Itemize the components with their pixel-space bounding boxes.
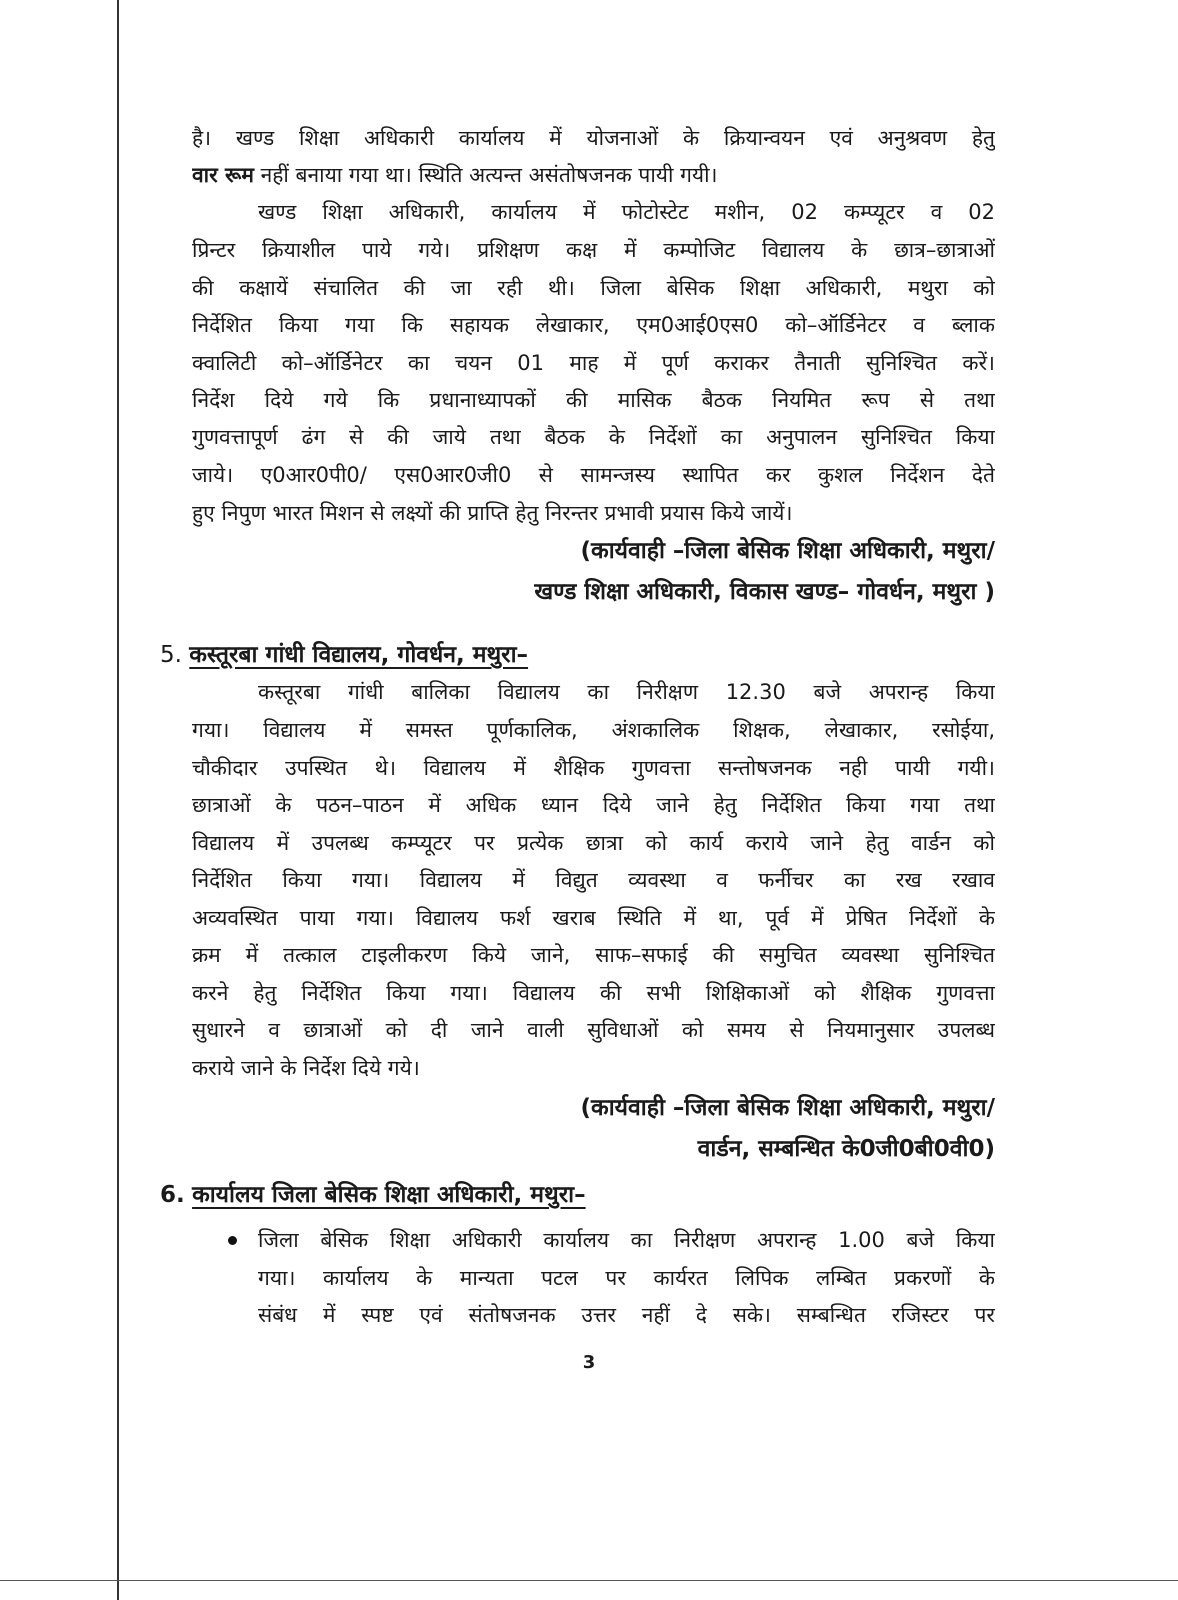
para2-line: जाये। ए0आर0पी0/ एस0आर0जी0 से सामन्जस्य स्थापित कर कुशल निर्देशन देते <box>192 463 995 487</box>
section5-line: करने हेतु निर्देशित किया गया। विद्यालय की सभी शिक्षिकाओं को शैक्षिक गुणवत्ता <box>192 981 995 1005</box>
action1-line: खण्ड शिक्षा अधिकारी, विकास खण्ड– गोवर्धन, मथुरा ) <box>534 579 995 605</box>
section6-bullet-line: जिला बेसिक शिक्षा अधिकारी कार्यालय का निरीक्षण अपरान्ह 1.00 बजे किया <box>258 1228 995 1252</box>
section5-line: चौकीदार उपस्थित थे। विद्यालय में शैक्षिक गुणवत्ता सन्तोषजनक नही पायी गयी। <box>192 756 995 780</box>
section5-number: 5. <box>160 642 182 668</box>
section5-line: विद्यालय में उपलब्ध कम्प्यूटर पर प्रत्येक छात्रा को कार्य कराये जाने हेतु वार्डन को <box>192 831 995 855</box>
bottom-edge-line <box>0 1580 1178 1581</box>
para2-line: क्वालिटी को–ऑर्डिनेटर का चयन 01 माह में पूर्ण कराकर तैनाती सुनिश्चित करें। <box>192 351 995 375</box>
section5-line: अव्यवस्थित पाया गया। विद्यालय फर्श खराब स्थिति में था, पूर्व में प्रेषित निर्देशों के <box>192 906 995 930</box>
bold-phrase: वार रूम <box>192 163 254 187</box>
page-number: 3 <box>582 1352 596 1373</box>
section5-heading <box>160 635 528 675</box>
action2-line: वार्डन, सम्बन्धित के0जी0बी0वी0) <box>697 1136 995 1162</box>
section6-heading <box>160 1175 586 1215</box>
action1-line: (कार्यवाही –जिला बेसिक शिक्षा अधिकारी, मथुरा/ <box>580 538 995 564</box>
para1-line: है। खण्ड शिक्षा अधिकारी कार्यालय में योजनाओं के क्रियान्वयन एवं अनुश्रवण हेतु <box>192 126 995 150</box>
para2-line: खण्ड शिक्षा अधिकारी, कार्यालय में फोटोस्टेट मशीन, 02 कम्प्यूटर व 02 <box>258 200 995 224</box>
section5-title: कस्तूरबा गांधी विद्यालय, गोवर्धन, मथुरा– <box>189 642 529 668</box>
para2-line: निर्देशित किया गया कि सहायक लेखाकार, एम0आई0एस0 को–ऑर्डिनेटर व ब्लाक <box>192 313 995 337</box>
section5-line: छात्राओं के पठन–पाठन में अधिक ध्यान दिये जाने हेतु निर्देशित किया गया तथा <box>192 793 995 817</box>
para2-line: निर्देश दिये गये कि प्रधानाध्यापकों की मासिक बैठक नियमित रूप से तथा <box>192 388 995 412</box>
para2-line: प्रिन्टर क्रियाशील पाये गये। प्रशिक्षण कक्ष में कम्पोजिट विद्यालय के छात्र–छात्राओं <box>192 238 995 262</box>
section5-line: क्रम में तत्काल टाइलीकरण किये जाने, साफ–सफाई की समुचित व्यवस्था सुनिश्चित <box>192 943 995 967</box>
section6-title: कार्यालय जिला बेसिक शिक्षा अधिकारी, मथुरा– <box>192 1182 586 1208</box>
section6-bullet-line: संबंध में स्पष्ट एवं संतोषजनक उत्तर नहीं दे सके। सम्बन्धित रजिस्टर पर <box>258 1303 995 1327</box>
section6-number: 6. <box>160 1182 185 1208</box>
section6-bullet-line: गया। कार्यालय के मान्यता पटल पर कार्यरत लिपिक लम्बित प्रकरणों के <box>258 1266 995 1290</box>
para1-line <box>192 157 995 193</box>
section5-line: कस्तूरबा गांधी बालिका विद्यालय का निरीक्षण 12.30 बजे अपरान्ह किया <box>258 680 995 704</box>
section5-line: कराये जाने के निर्देश दिये गये। <box>192 1056 420 1080</box>
para1-line-rest: नहीं बनाया गया था। स्थिति अत्यन्त असंतोषजनक पायी गयी। <box>253 163 718 187</box>
bullet-icon <box>228 1236 237 1245</box>
para2-line: गुणवत्तापूर्ण ढंग से की जाये तथा बैठक के निर्देशों का अनुपालन सुनिश्चित किया <box>192 425 995 449</box>
section5-line: निर्देशित किया गया। विद्यालय में विद्युत व्यवस्था व फर्नीचर का रख रखाव <box>192 868 995 892</box>
para2-line: हुए निपुण भारत मिशन से लक्ष्यों की प्राप्ति हेतु निरन्तर प्रभावी प्रयास किये जायें। <box>192 501 793 525</box>
section5-line: गया। विद्यालय में समस्त पूर्णकालिक, अंशकालिक शिक्षक, लेखाकार, रसोईया, <box>192 718 995 742</box>
section5-line: सुधारने व छात्राओं को दी जाने वाली सुविधाओं को समय से नियमानुसार उपलब्ध <box>192 1018 995 1042</box>
para2-line: की कक्षायें संचालित की जा रही थी। जिला बेसिक शिक्षा अधिकारी, मथुरा को <box>192 276 995 300</box>
action2-line: (कार्यवाही –जिला बेसिक शिक्षा अधिकारी, मथुरा/ <box>580 1095 995 1121</box>
